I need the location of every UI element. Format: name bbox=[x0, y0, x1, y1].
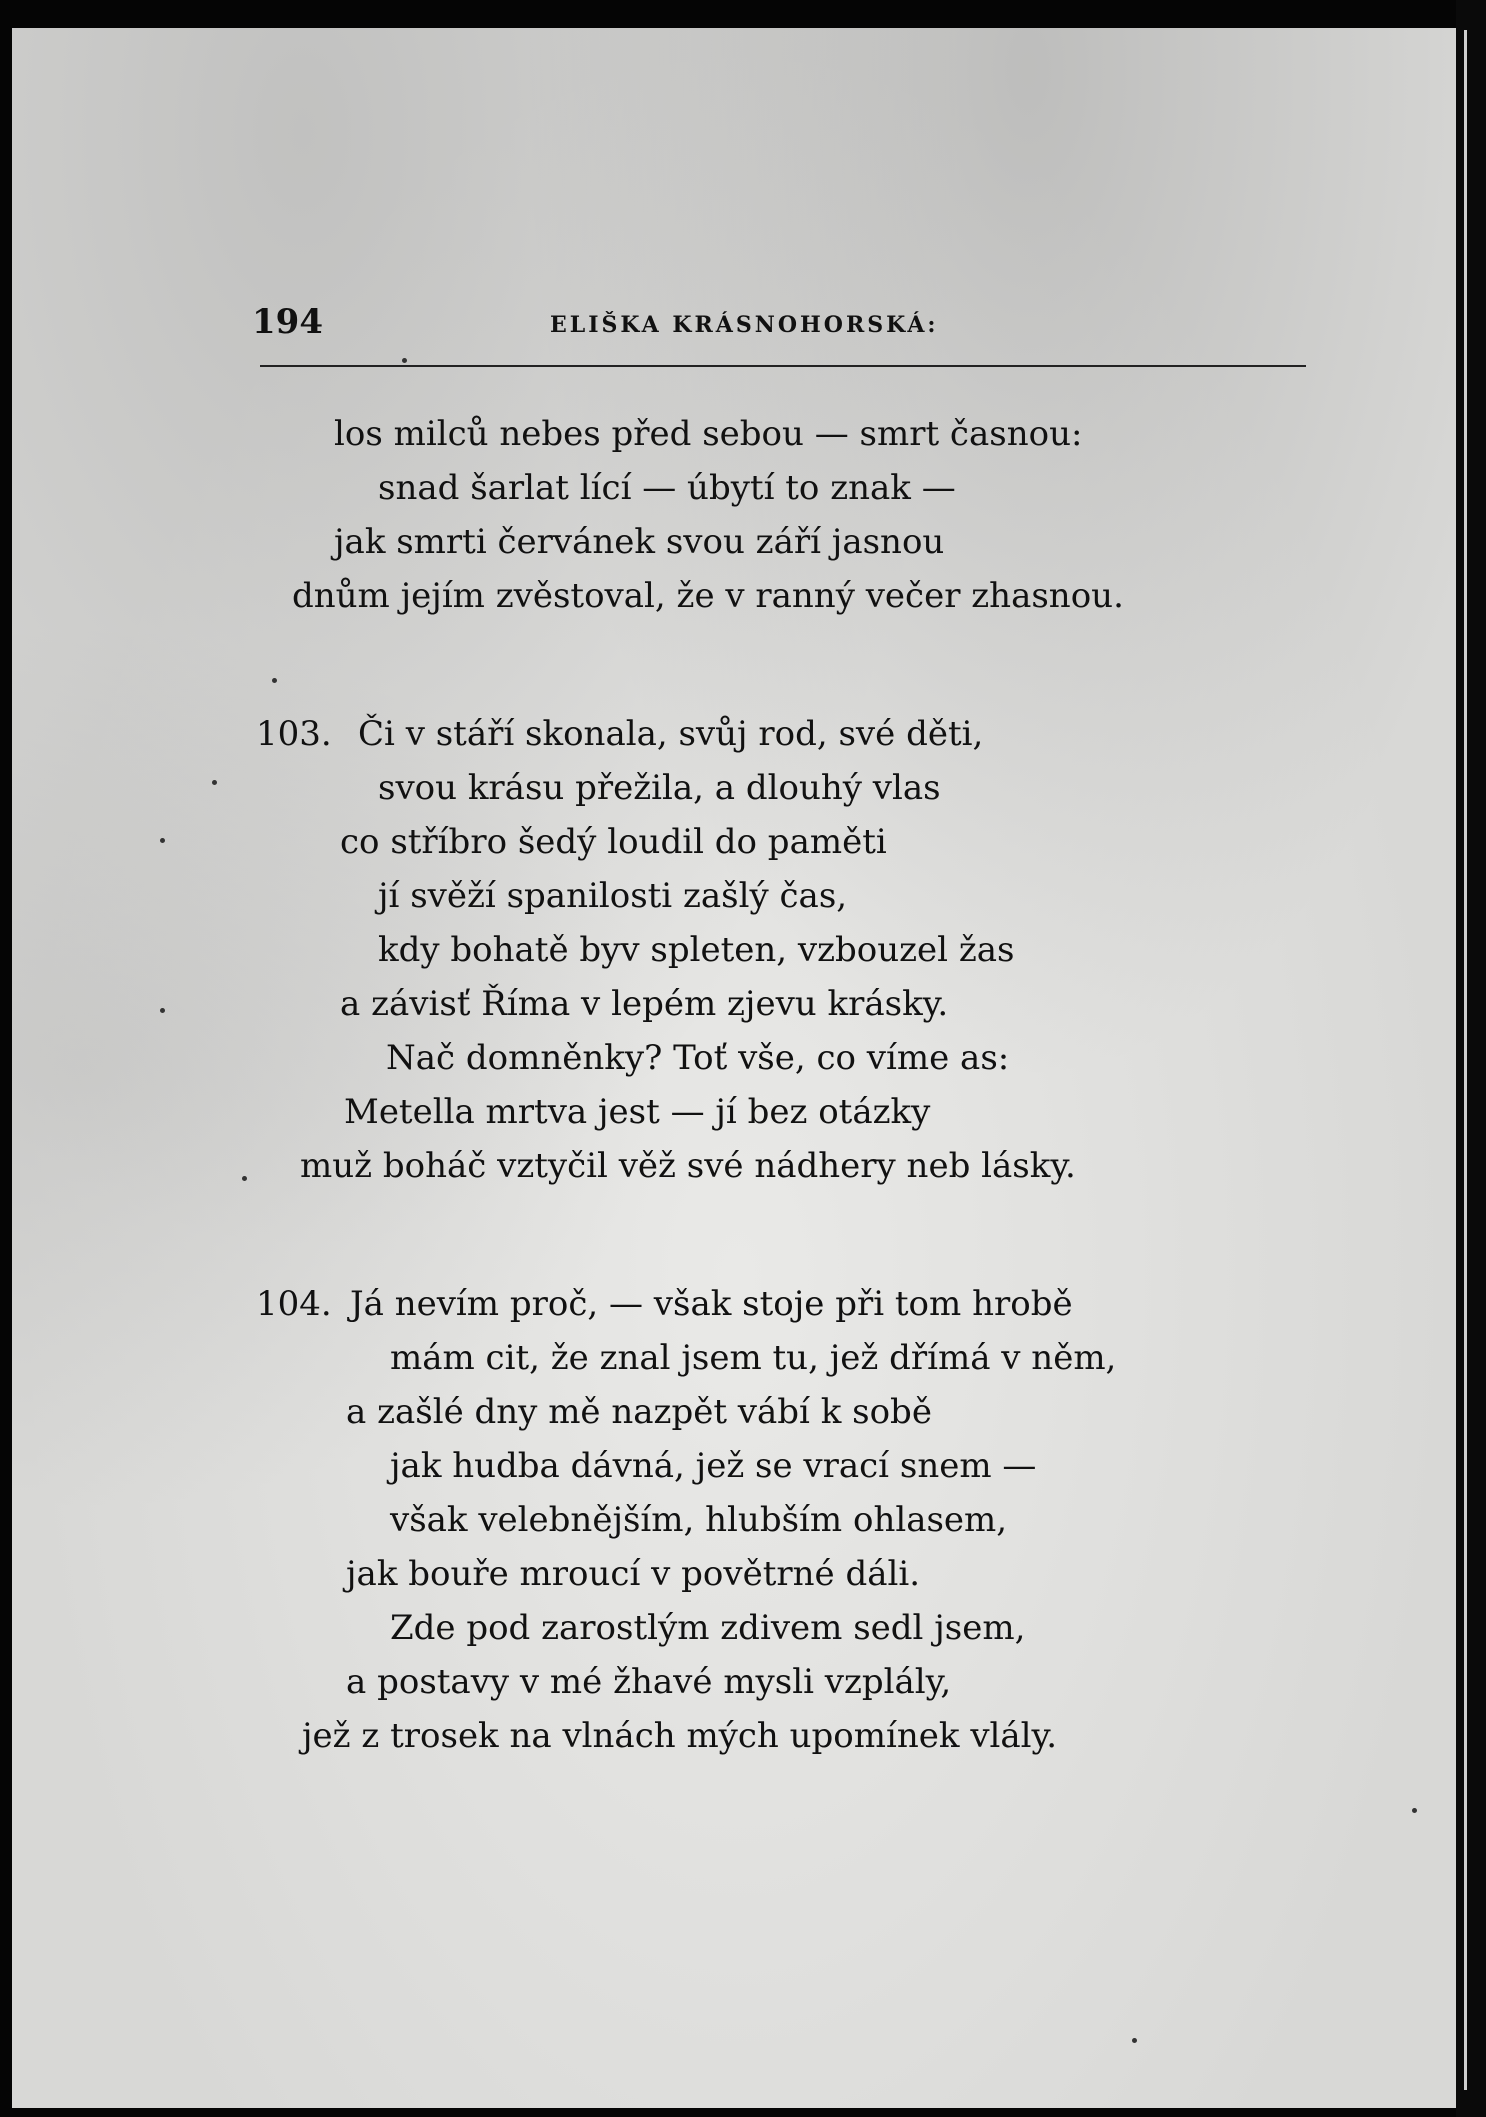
page-number: 194 bbox=[252, 302, 323, 342]
verse-line: však velebnějším, hlubším ohlasem, bbox=[390, 1500, 1008, 1540]
verse-line: mám cit, že znal jsem tu, jež dřímá v něm, bbox=[390, 1338, 1117, 1378]
book-page bbox=[12, 28, 1464, 2108]
verse-line: jež z trosek na vlnách mých upomínek vlály. bbox=[302, 1716, 1058, 1756]
stanza-number: 103. bbox=[256, 714, 332, 754]
verse-line: Metella mrtva jest — jí bez otázky bbox=[344, 1092, 931, 1132]
verse-line: a postavy v mé žhavé mysli vzplály, bbox=[346, 1662, 952, 1702]
verse-line: dnům jejím zvěstoval, že v ranný večer zhasnou. bbox=[292, 576, 1124, 616]
verse-line: Zde pod zarostlým zdivem sedl jsem, bbox=[390, 1608, 1026, 1648]
scan-speck bbox=[402, 358, 407, 363]
scan-speck bbox=[272, 678, 277, 683]
scan-speck bbox=[242, 1176, 247, 1181]
verse-line: jak hudba dávná, jež se vrací snem — bbox=[390, 1446, 1037, 1486]
scan-speck bbox=[160, 838, 165, 843]
verse-line: snad šarlat lící — úbytí to znak — bbox=[378, 468, 956, 508]
stanza-number: 104. bbox=[256, 1284, 332, 1324]
verse-line: jí svěží spanilosti zašlý čas, bbox=[378, 876, 848, 916]
verse-line: Či v stáří skonala, svůj rod, své děti, bbox=[358, 714, 984, 754]
page-edge-line bbox=[1464, 30, 1467, 2090]
verse-line: Já nevím proč, — však stoje při tom hrobě bbox=[350, 1284, 1073, 1324]
scan-speck bbox=[212, 780, 217, 785]
scan-speck bbox=[1132, 2038, 1137, 2043]
verse-line: svou krásu přežila, a dlouhý vlas bbox=[378, 768, 941, 808]
running-head: ELIŠKA KRÁSNOHORSKÁ: bbox=[550, 312, 939, 338]
page-header bbox=[252, 302, 1302, 348]
scan-border-right bbox=[1456, 0, 1486, 2117]
verse-line: a závisť Říma v lepém zjevu krásky. bbox=[340, 984, 949, 1024]
scan-speck bbox=[1412, 1808, 1417, 1813]
verse-line: los milců nebes před sebou — smrt časnou: bbox=[334, 414, 1083, 454]
header-rule bbox=[260, 365, 1306, 367]
verse-line: Nač domněnky? Toť vše, co víme as: bbox=[386, 1038, 1010, 1078]
verse-line: kdy bohatě byv spleten, vzbouzel žas bbox=[378, 930, 1015, 970]
scan-speck bbox=[160, 1008, 165, 1013]
verse-line: co stříbro šedý loudil do paměti bbox=[340, 822, 887, 862]
verse-line: muž boháč vztyčil věž své nádhery neb lásky. bbox=[300, 1146, 1076, 1186]
verse-line: a zašlé dny mě nazpět vábí k sobě bbox=[346, 1392, 932, 1432]
verse-line: jak bouře mroucí v povětrné dáli. bbox=[346, 1554, 921, 1594]
verse-line: jak smrti červánek svou září jasnou bbox=[334, 522, 945, 562]
